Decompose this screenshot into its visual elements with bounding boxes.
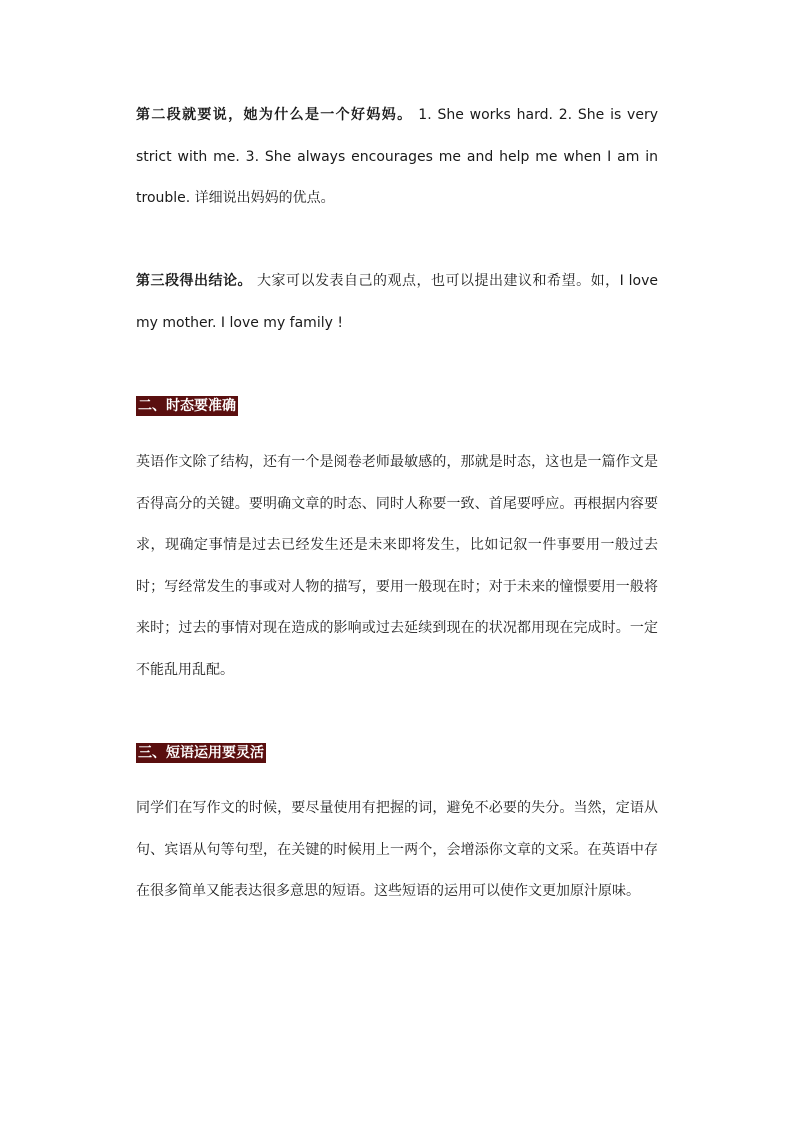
paragraph-third-lead: 第三段得出结论。 [136, 273, 253, 289]
section-tense-body: 英语作文除了结构，还有一个是阅卷老师最敏感的，那就是时态，这也是一篇作文是否得高分的关键。要明确文章的时态、同时人称要一致、首尾要呼应。再根据内容要求，现确定事情是过去已经发生还是未来即将发生，比如记叙一件事要用一般过去时；写经常发生的事或对人物的描写，要用一般现在时；对于未来的憧憬要用一般将来时；过去的事情对现在造成的影响或过去延续到现在的状况都用现在完成时。一定不能乱用乱配。 [136, 454, 658, 678]
paragraph-third [136, 261, 658, 344]
paragraph-second-lead: 第二段就要说，她为什么是一个好妈妈。 [136, 107, 413, 123]
section-heading-tense: 二、时态要准确 [138, 398, 236, 414]
paragraph-third-body: 大家可以发表自己的观点，也可以提出建议和希望。如，I love my mother. I love my family ! [136, 273, 659, 331]
paragraph-second-body: 1. She works hard. 2. She is very strict with me. 3. She always encourages me and help me when I am in trouble. 详细说出妈妈的优点。 [136, 107, 658, 206]
section-heading-phrases: 三、短语运用要灵活 [138, 745, 264, 761]
paragraph-second [136, 95, 658, 220]
section-phrases-body: 同学们在写作文的时候，要尽量使用有把握的词，避免不必要的失分。当然，定语从句、宾语从句等句型，在关键的时候用上一两个，会增添你文章的文采。在英语中存在很多简单又能表达很多意思的短语。这些短语的运用可以使作文更加原汁原味。 [136, 800, 658, 899]
